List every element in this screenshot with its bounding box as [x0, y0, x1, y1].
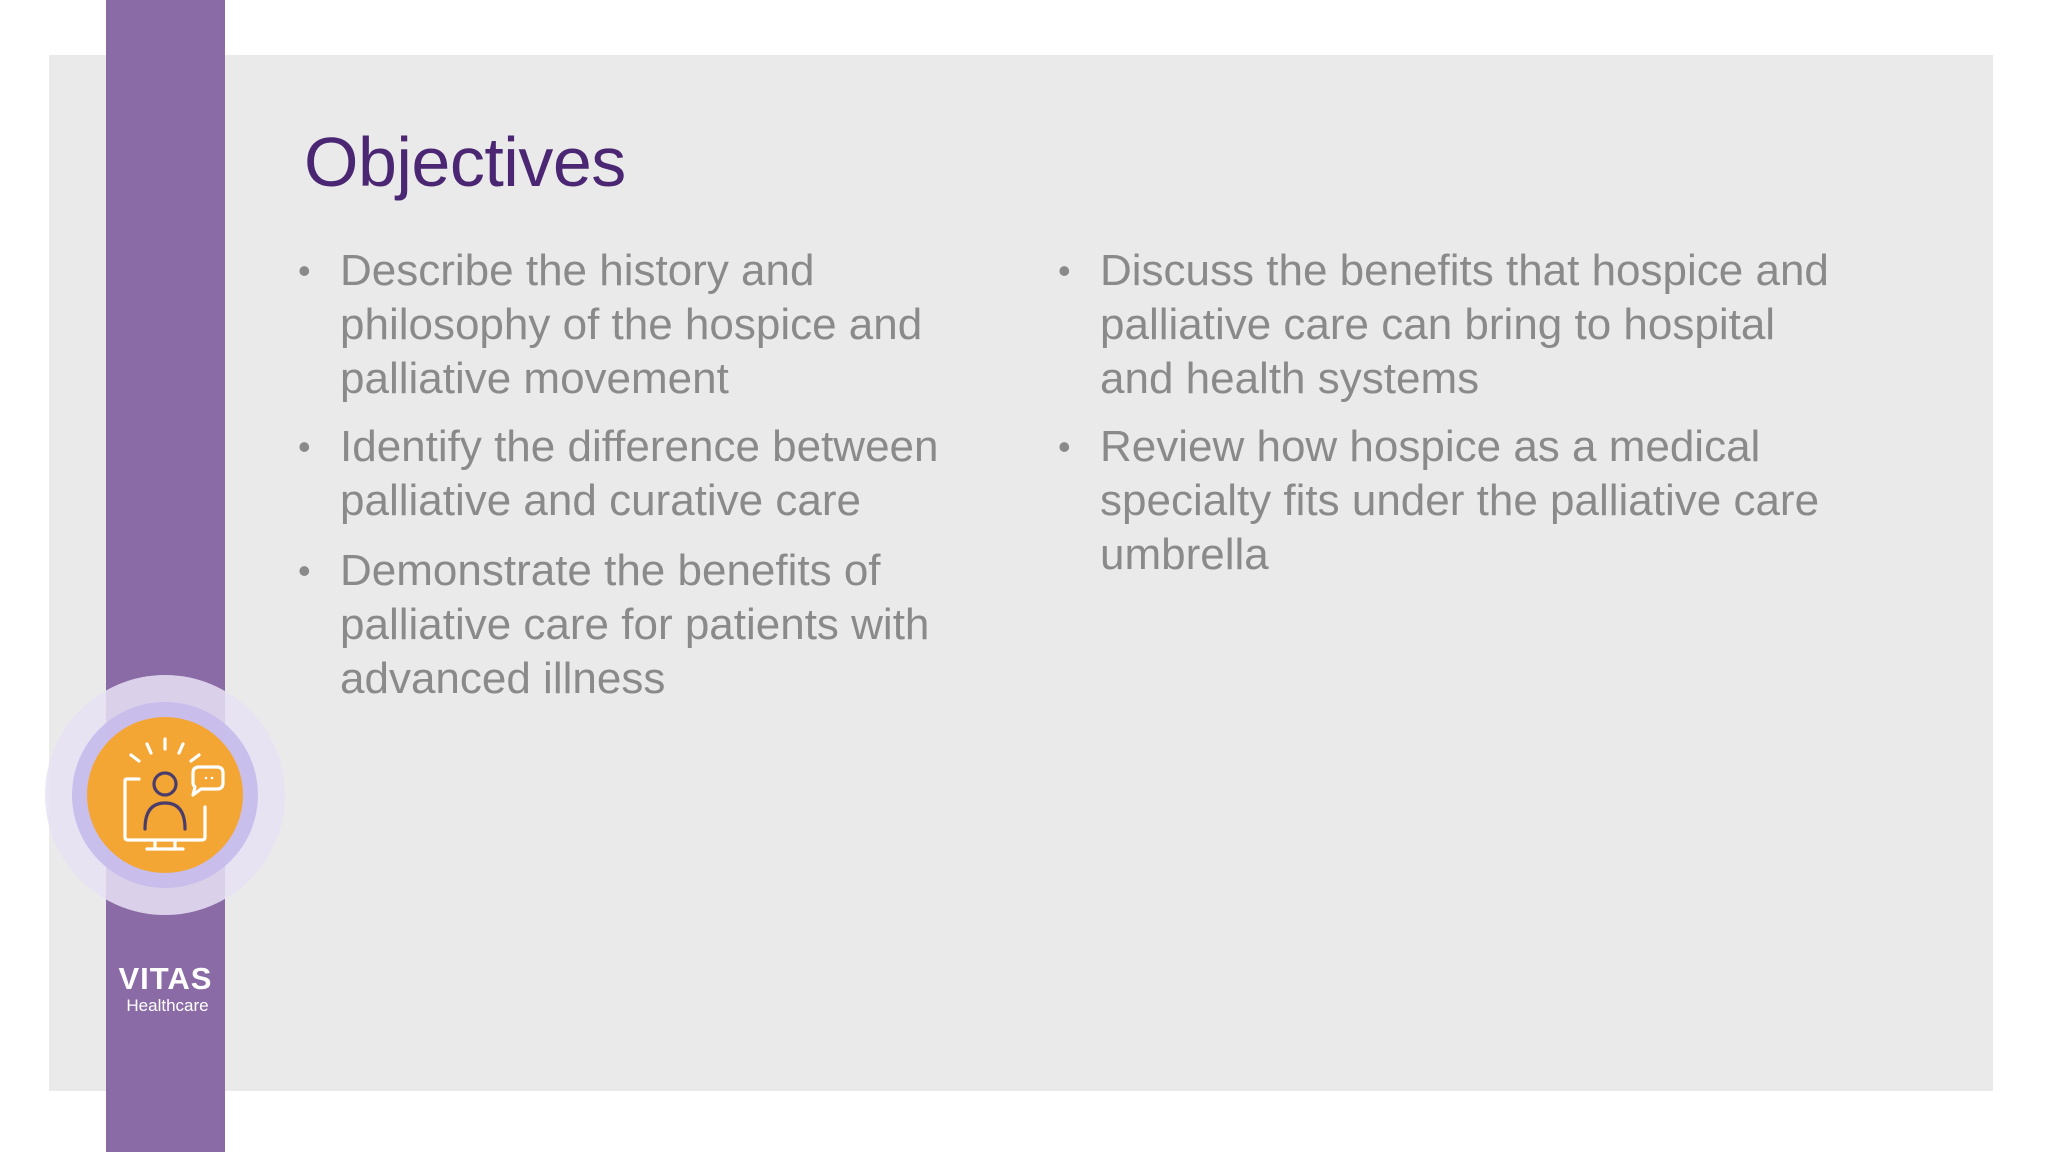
objectives-left-list: [298, 244, 1018, 720]
list-item: • Describe the history and philosophy of the hospice and palliative movement: [298, 244, 1018, 406]
list-item: • Identify the difference between palliative and curative care: [298, 420, 1018, 528]
logo-subtitle: Healthcare: [126, 996, 209, 1015]
presenter-computer-icon: [87, 717, 243, 873]
objectives-right-list: [1058, 244, 1838, 596]
presenter-badge: [45, 675, 285, 915]
list-item: • Demonstrate the benefits of palliative care for patients with advanced illness: [298, 544, 1018, 706]
list-item: • Discuss the benefits that hospice and palliative care can bring to hospital and health systems: [1058, 244, 1838, 406]
list-item: • Review how hospice as a medical specialty fits under the palliative care umbrella: [1058, 420, 1838, 582]
logo-name: VITAS: [118, 961, 213, 996]
page-title: Objectives: [304, 123, 626, 201]
vitas-logo: [106, 962, 225, 1016]
